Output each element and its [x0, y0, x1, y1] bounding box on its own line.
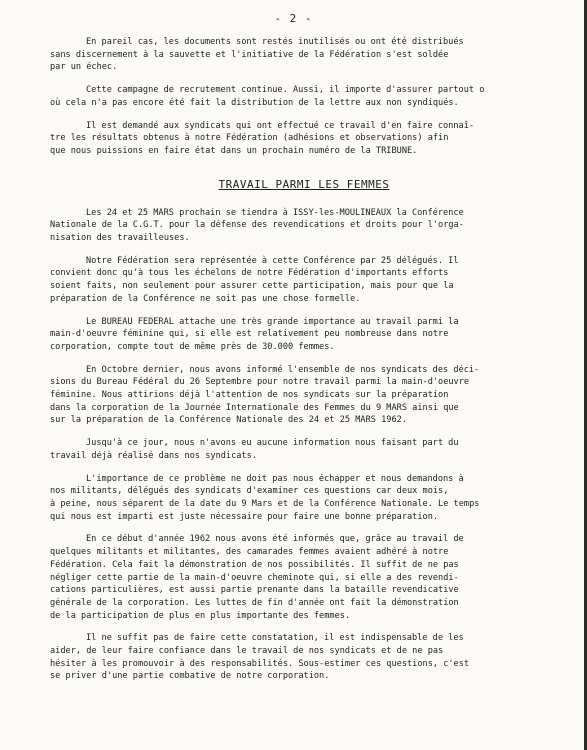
text-line: qui nous est imparti est juste nécessaire pour faire une bonne préparation. [50, 511, 439, 522]
women-paragraph [50, 316, 558, 354]
women-paragraph [50, 207, 558, 245]
text-line: cations particulières, est aussi partie prenante dans la bataille revendicative [50, 585, 459, 596]
women-paragraph [50, 255, 558, 306]
text-line: Il est demandé aux syndicats qui ont effectué ce travail d'en faire connaî- [86, 120, 475, 131]
text-line: Jusqu'à ce jour, nous n'avons eu aucune information nous faisant part du [86, 438, 459, 449]
text-line: Fédération. Cela fait la démonstration de nos possibilités. Il suffit de ne pas [50, 559, 459, 570]
text-line: préparation de la Conférence ne soit pas une chose formelle. [50, 293, 361, 304]
text-line: Cette campagne de recrutement continue. Aussi, il importe d'assurer partout o [86, 85, 485, 96]
page-number: - 2 - [274, 12, 313, 25]
text-line: de la participation de plus en plus importante des femmes. [50, 610, 351, 621]
text-line: nos militants, délégués des syndicats d'examiner ces questions car deux mois, [50, 486, 449, 497]
text-line: négliger cette partie de la main-d'oeuvre cheminote qui, si elle a des revendi- [50, 572, 459, 583]
text-line: L'importance de ce problème ne doit pas nous échapper et nous demandons à [86, 473, 464, 484]
text-line: Il ne suffit pas de faire cette constatation, il est indispensable de les [86, 633, 464, 644]
text-line: sions du Bureau Fédéral du 26 Septembre pour notre travail parmi la main-d'oeuvre [50, 377, 470, 388]
text-line: tre les résultats obtenus à notre Fédération (adhésions et observations) afin [50, 133, 449, 144]
document-body [50, 36, 558, 693]
section-title: TRAVAIL PARMI LES FEMMES [218, 177, 390, 191]
women-paragraph [50, 364, 558, 428]
text-line: Le BUREAU FEDERAL attache une très grande importance au travail parmi la [86, 316, 459, 327]
women-paragraph [50, 473, 558, 524]
text-line: à peine, nous séparent de la date du 9 Mars et de la Conférence Nationale. Le temps [50, 498, 480, 509]
text-line: que nous puissions en faire état dans un prochain numéro de la TRIBUNE. [50, 145, 418, 156]
intro-paragraph [50, 84, 558, 109]
text-line: travail déjà réalisé dans nos syndicats. [50, 450, 257, 461]
text-line: générale de la corporation. Les luttes de fin d'année ont fait la démonstration [50, 597, 459, 608]
text-line: main-d'oeuvre féminine qui, si elle est relativement peu nombreuse dans notre [50, 329, 449, 340]
women-paragraph [50, 533, 558, 622]
text-line: se priver d'une partie combative de notre corporation. [50, 671, 330, 682]
intro-paragraph [50, 36, 558, 74]
intro-section [50, 36, 558, 158]
text-line: En ce début d'année 1962 nous avons été informés que, grâce au travail de [86, 534, 464, 545]
intro-paragraph [50, 120, 558, 158]
women-section [50, 207, 558, 684]
women-paragraph [50, 437, 558, 462]
text-line: Notre Fédération sera représentée à cette Conférence par 25 délégués. Il [86, 255, 459, 266]
text-line: Nationale de la C.G.T. pour la défense des revendications et droits pour l'orga- [50, 220, 464, 231]
text-line: aider, de leur faire confiance dans le travail de nos syndicats et de ne pas [50, 646, 444, 657]
text-line: Les 24 et 25 MARS prochain se tiendra à ISSY-les-MOULINEAUX la Conférence [86, 207, 464, 218]
women-paragraph [50, 632, 558, 683]
text-line: soient faits, non seulement pour assurer cette participation, mais pour que la [50, 281, 454, 292]
text-line: féminine. Nous attirions déjà l'attention de nos syndicats sur la préparation [50, 390, 449, 401]
text-line: hésiter à les promouvoir à des responsabilités. Sous-estimer ces questions, c'est [50, 658, 470, 669]
text-line: où cela n'a pas encore été fait la distribution de la lettre aux non syndiqués. [50, 97, 459, 108]
text-line: quelques militants et militantes, des camarades femmes avaient adhéré à notre [50, 547, 449, 558]
text-line: dans la corporation de la Journée Internationale des Femmes du 9 MARS ainsi que [50, 402, 459, 413]
text-line: convient donc qu'à tous les échelons de notre Fédération d'importants efforts [50, 268, 449, 279]
text-line: corporation, compte tout de même près de 30.000 femmes. [50, 341, 335, 352]
text-line: par un échec. [50, 62, 118, 73]
text-line: sur la préparation de la Conférence Nationale des 24 et 25 MARS 1962. [50, 415, 407, 426]
text-line: nisation des travailleuses. [50, 233, 190, 244]
text-line: En pareil cas, les documents sont restés inutilisés ou ont été distribués [86, 37, 464, 47]
text-line: sans discernement à la sauvette et l'initiative de la Fédération s'est soldée [50, 49, 449, 60]
text-line: En Octobre dernier, nous avons informé l'ensemble de nos syndicats des déci- [86, 364, 480, 375]
